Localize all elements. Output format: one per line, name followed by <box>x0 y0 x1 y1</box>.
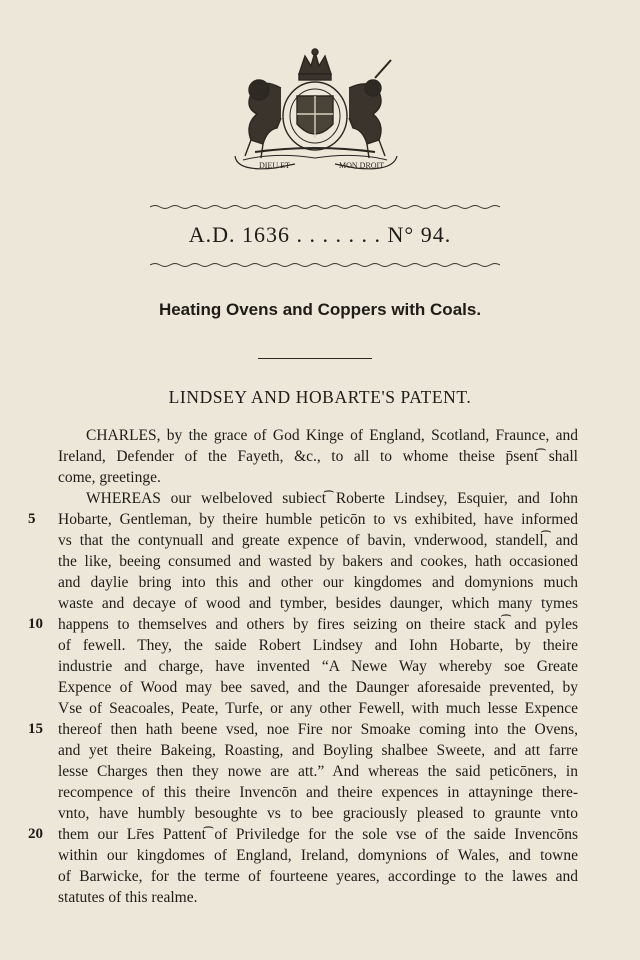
text-line <box>58 551 578 572</box>
line-text: come, greetinge. <box>58 469 161 486</box>
crest-motto-left: DIEU ET <box>259 161 290 170</box>
line-text: within our kingdomes of England, Ireland, domynions of Wales, and towne <box>58 847 578 864</box>
text-line <box>58 425 578 446</box>
text-line <box>58 488 578 509</box>
line-text: Ireland, Defender of the Fayeth, &c., to all to whome theise p̄sent͡ shall <box>58 448 578 465</box>
text-line <box>58 446 578 467</box>
text-line <box>58 740 578 761</box>
text-line <box>58 635 578 656</box>
line-text: Vse of Seacoales, Peate, Turfe, or any other Fewell, with much lesse Expence <box>58 700 578 717</box>
text-line <box>58 698 578 719</box>
text-line <box>28 509 578 530</box>
line-number: 10 <box>28 616 43 632</box>
line-number: 20 <box>28 826 43 842</box>
line-text: them our Lr̄es Pattent͡ of Priviledge for the sole vse of the saide Invencōns <box>58 826 578 843</box>
text-line <box>58 782 578 803</box>
line-text: of fewell. They, the saide Robert Lindsey and Iohn Hobarte, by theire <box>58 637 578 654</box>
patent-subtitle: LINDSEY AND HOBARTE'S PATENT. <box>168 387 472 407</box>
line-text: of Barwicke, for the terme of fourteene yeares, accordinge to the lawes and <box>58 868 578 885</box>
text-line <box>58 656 578 677</box>
line-text: vs that the contynuall and greate expence of bavin, vnderwood, standell͡, and <box>58 532 578 549</box>
line-text: recompence of this theire Invencōn and theire expences in attayninge there- <box>58 784 578 801</box>
crest-motto-right: MON DROIT <box>339 161 385 170</box>
patent-date-number: A.D. 1636 . . . . . . . N° 94. <box>188 222 452 247</box>
patent-body <box>28 425 578 908</box>
ornamental-rule-top <box>150 204 500 210</box>
line-number: 5 <box>28 511 36 527</box>
ornamental-rule-bottom <box>150 262 500 268</box>
line-text: Expence of Wood may bee saved, and the Daunger aforesaide prevented, by <box>58 679 578 696</box>
line-text: WHEREAS our welbeloved subiect͡ Roberte Lindsey, Esquier, and Iohn <box>86 490 578 507</box>
line-text: happens to themselves and others by fires seizing on theire stack͡ and pyles <box>58 616 578 633</box>
text-line <box>28 824 578 845</box>
text-line <box>58 761 578 782</box>
line-text: statutes of this realme. <box>58 889 198 906</box>
line-text: thereof then hath beene vsed, noe Fire nor Smoake coming into the Ovens, <box>58 721 578 738</box>
line-text: the like, beeing consumed and wasted by bakers and cookes, hath occasioned <box>58 553 578 570</box>
divider-rule <box>258 358 372 359</box>
text-line <box>28 614 578 635</box>
line-text: industrie and charge, have invented “A Newe Way whereby soe Greate <box>58 658 578 675</box>
line-text: and daylie bring into this and other our kingdomes and domynions much <box>58 574 578 591</box>
line-text: CHARLES, by the grace of God Kinge of England, Scotland, Fraunce, and <box>86 427 578 444</box>
line-number: 15 <box>28 721 43 737</box>
line-text: vnto, have humbly besoughte vs to bee graciously pleased to graunte vnto <box>58 805 578 822</box>
text-line <box>58 866 578 887</box>
royal-coat-of-arms-icon <box>215 48 415 176</box>
text-line <box>58 530 578 551</box>
line-text: waste and decaye of wood and tymber, besides daunger, which many tymes <box>58 595 578 612</box>
text-line <box>58 467 578 488</box>
line-text: Hobarte, Gentleman, by theire humble peticōn to vs exhibited, have informed <box>58 511 578 528</box>
text-line <box>58 572 578 593</box>
patent-title: Heating Ovens and Coppers with Coals. <box>158 300 482 319</box>
text-line <box>28 719 578 740</box>
text-line <box>58 593 578 614</box>
text-line <box>58 845 578 866</box>
text-line <box>58 887 578 908</box>
text-line <box>58 677 578 698</box>
line-text: lesse Charges then they nowe are att.” And whereas the said peticōners, in <box>58 763 578 780</box>
line-text: and yet theire Bakeing, Roasting, and Boyling shalbee Sweete, and att farre <box>58 742 578 759</box>
text-line <box>58 803 578 824</box>
